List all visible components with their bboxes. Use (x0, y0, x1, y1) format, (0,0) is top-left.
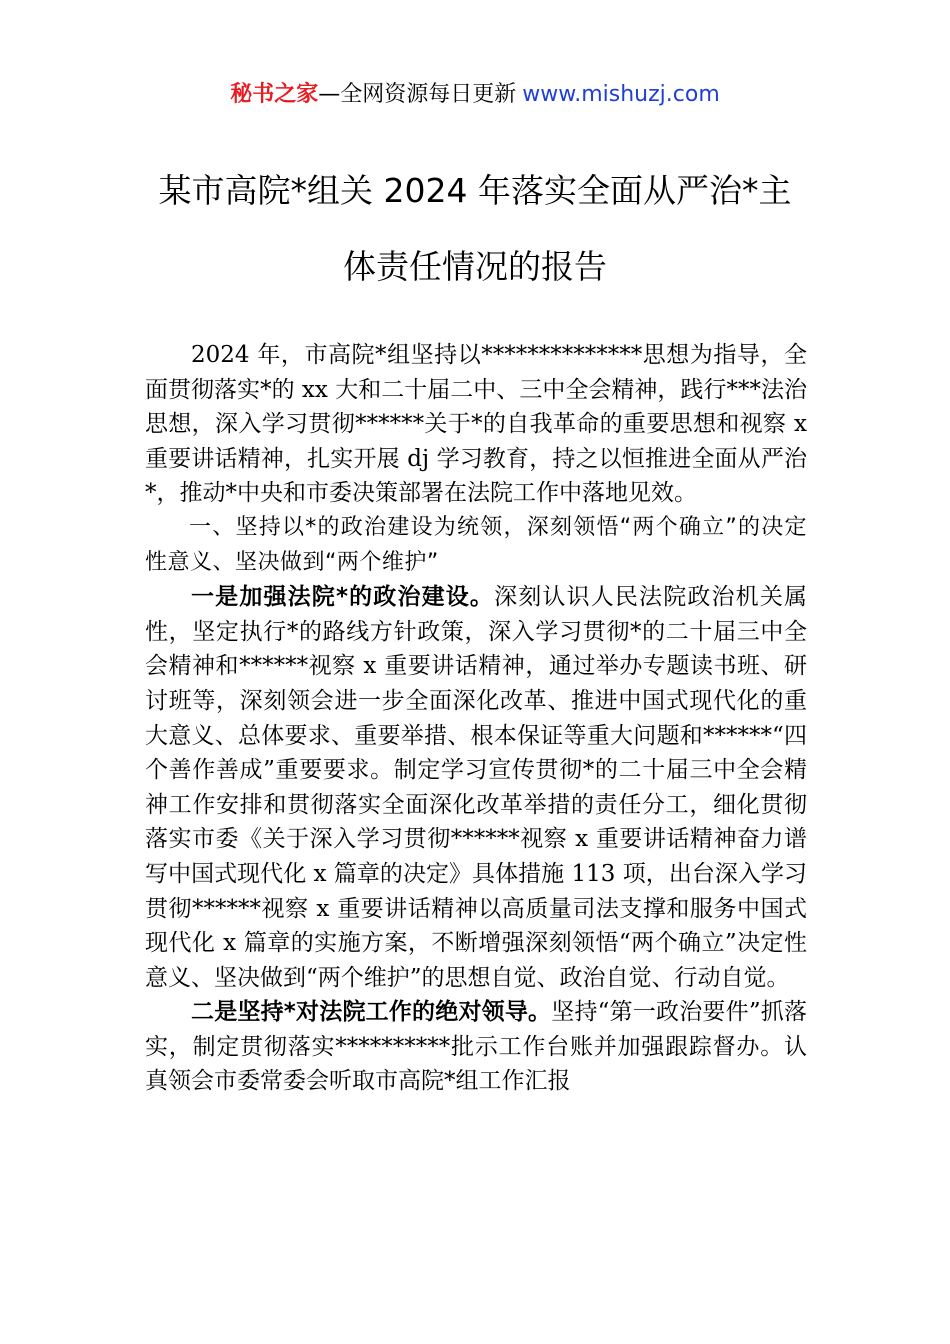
document-title (120, 153, 830, 305)
site-brand: 秘书之家 (230, 82, 319, 107)
title-line-2: 体责任情况的报告 (343, 247, 607, 286)
section-1-heading: 一、坚持以*的政治建设为统领，深刻领悟“两个确立”的决定性意义、坚决做到“两个维护” (145, 514, 807, 575)
paragraph-1 (145, 580, 807, 995)
site-tagline: —全网资源每日更新 (318, 82, 517, 107)
document-body (145, 338, 807, 1099)
paragraph-1-text: 深刻认识人民法院政治机关属性，坚定执行*的路线方针政策，深入学习贯彻*的二十届三中全会精神和******视察 x 重要讲话精神，通过举办专题读书班、研讨班等，深刻领会进一步全面深化改革、推进中国式现代化的重大意义、总体要求、重要举措、根本保证等重大问题和******“四个善作善成”重要要求。制定学习宣传贯彻*的二十届三中全会精神工作安排和贯彻落实全面深化改革举措的责任分工，细化贯彻落实市委《关于深入学习贯彻******视察 x 重要讲话精神奋力谱写中国式现代化 x 篇章的决定》具体措施 113 项，出台深入学习贯彻******视察 x 重要讲话精神以高质量司法支撑和服务中国式现代化 x 篇章的实施方案，不断增强深刻领悟“两个确立”决定性意义、坚决做到“两个维护”的思想自觉、政治自觉、行动自觉。 (145, 584, 807, 991)
site-header (0, 78, 950, 112)
paragraph-1-lead: 一是加强法院*的政治建设。 (191, 584, 495, 611)
paragraph-2-text: 坚持“第一政治要件”抓落实，制定贯彻落实**********批示工作台账并加强跟踪督办。认真领会市委常委会听取市高院*组工作汇报 (145, 999, 807, 1095)
site-url-link[interactable]: www.mishuzj.com (522, 82, 720, 107)
paragraph-2 (145, 995, 807, 1099)
intro-paragraph: 2024 年，市高院*组坚持以**************思想为指导，全面贯彻落实*的 xx 大和二十届二中、三中全会精神，践行***法治思想，深入学习贯彻******关于*的自我革命的重要思想和视察 x 重要讲话精神，扎实开展 dj 学习教育，持之以恒推进全面从严治*，推动*中央和市委决策部署在法院工作中落地见效。 (145, 342, 807, 507)
paragraph-2-lead: 二是坚持*对法院工作的绝对领导。 (191, 999, 552, 1026)
title-line-1: 某市高院*组关 2024 年落实全面从严治*主 (158, 171, 792, 210)
